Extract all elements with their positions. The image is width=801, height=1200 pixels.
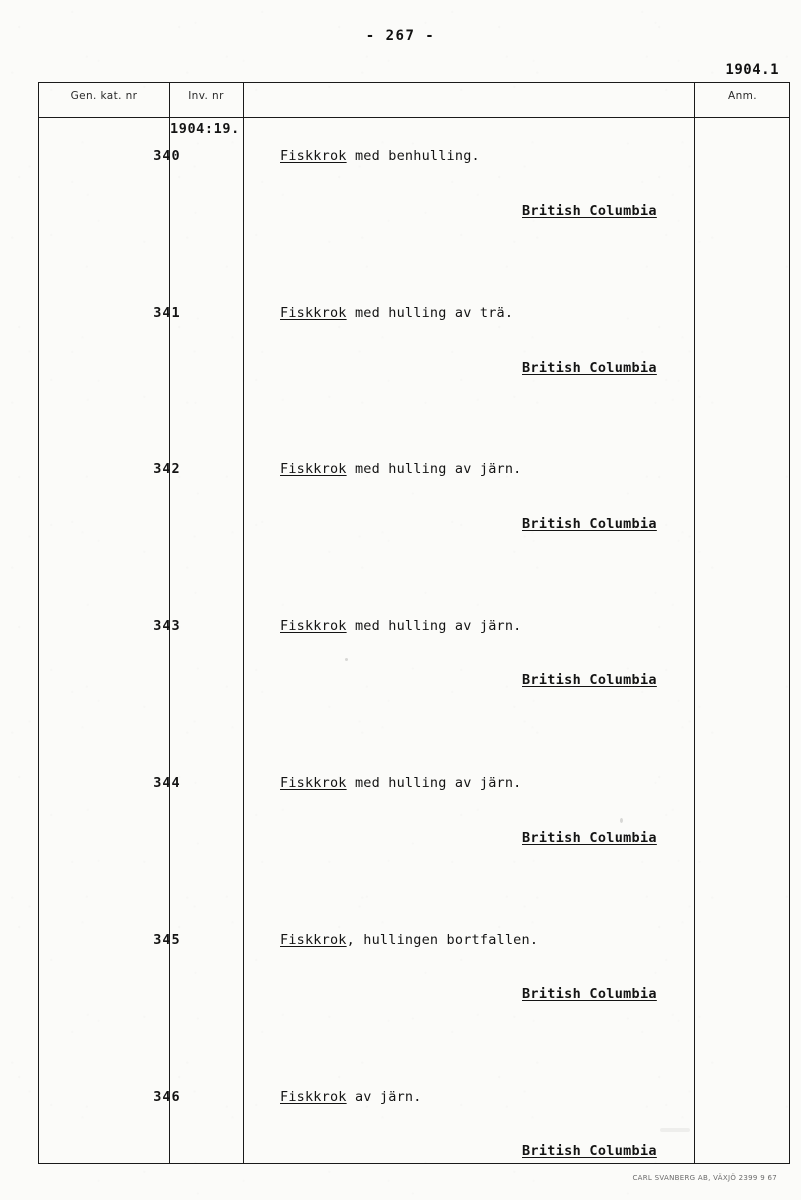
row-description-text: med hulling av järn. (346, 618, 522, 634)
row-inv-nr: 343 (153, 618, 181, 634)
row-origin: British Columbia (522, 830, 657, 846)
row-keyword: Fiskkrok (280, 148, 347, 164)
row-description (280, 932, 538, 948)
catalogue-code: 1904.1 (725, 62, 779, 78)
row-description-text: , hullingen bortfallen. (346, 932, 539, 948)
row-origin: British Columbia (522, 672, 657, 688)
row-description (280, 148, 480, 164)
column-rule-2 (243, 83, 244, 1163)
printer-credit: CARL SVANBERG AB, VÄXJÖ 2399 9 67 (632, 1174, 777, 1182)
row-inv-nr: 345 (153, 932, 181, 948)
row-inv-nr: 341 (153, 305, 181, 321)
row-origin: British Columbia (522, 360, 657, 376)
column-rule-3 (694, 83, 695, 1163)
row-description (280, 775, 522, 791)
row-origin: British Columbia (522, 986, 657, 1002)
row-description-text: med hulling av järn. (346, 775, 522, 791)
row-origin: British Columbia (522, 516, 657, 532)
row-inv-nr: 344 (153, 775, 181, 791)
row-description-text: med hulling av järn. (346, 461, 522, 477)
row-keyword: Fiskkrok (280, 1089, 347, 1105)
row-inv-nr: 342 (153, 461, 181, 477)
column-header-anm: Anm. (727, 90, 757, 102)
row-origin: British Columbia (522, 203, 657, 219)
page-number: - 267 - (365, 28, 436, 44)
row-keyword: Fiskkrok (280, 461, 347, 477)
header-rule (39, 117, 789, 118)
row-description (280, 461, 522, 477)
row-description-text: med hulling av trä. (346, 305, 514, 321)
row-description (280, 305, 513, 321)
row-description-text: med benhulling. (346, 148, 480, 164)
row-keyword: Fiskkrok (280, 618, 347, 634)
row-inv-nr: 340 (153, 148, 181, 164)
row-description-text: av järn. (346, 1089, 422, 1105)
row-keyword: Fiskkrok (280, 932, 347, 948)
row-inv-nr: 346 (153, 1089, 181, 1105)
row-description (280, 1089, 422, 1105)
column-header-gen-kat-nr: Gen. kat. nr (70, 90, 138, 102)
row-keyword: Fiskkrok (280, 775, 347, 791)
row-keyword: Fiskkrok (280, 305, 347, 321)
series-label: 1904:19. (170, 121, 240, 137)
column-header-inv-nr: Inv. nr (188, 90, 224, 102)
row-description (280, 618, 522, 634)
row-origin: British Columbia (522, 1143, 657, 1159)
